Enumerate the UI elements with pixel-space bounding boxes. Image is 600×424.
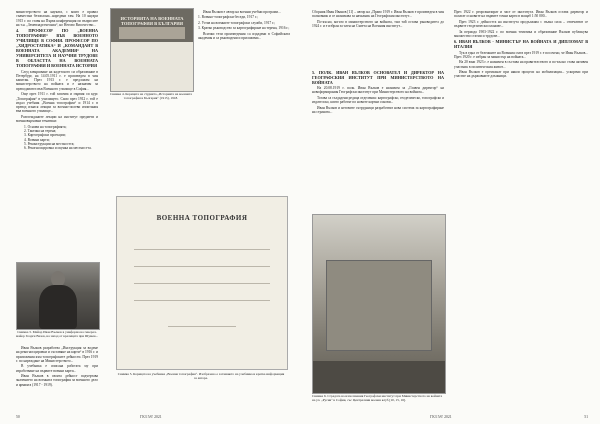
paragraph: На 20 юни 1923 г. е назначен в състава на правителството и по-късно става активен участник в политическия живот...: [454, 60, 588, 69]
paragraph: Иван Вълков в своята дейност подчертава значението на военната топография за военното дело и армията (1917 - 1919).: [16, 374, 98, 387]
list-item: • 1. Основи на топографията;: [24, 125, 98, 129]
section-5-heading: 5. ПОЛК. ИВАН ВЪЛКОВ ОСНОВАТЕЛ И ДИРЕКТОР НА ГЕОГРАФСКИЯ ИНСТИТУТ ПРИ МИНИСТЕРСТВОТО НА ВОЙНАТА: [312, 70, 444, 85]
left-column-1: [16, 10, 98, 258]
paragraph: През 1923 г. дейността на института продължава с пълна сила – отпечатват се първите геодезически планове...: [454, 19, 588, 29]
paragraph: Сборник Иван Иванов [11] – автор на „Право 1919 г. Иван Вълков е произведен в чин полковник и се назначава за началник на Географския институт...: [312, 10, 444, 19]
section-6-heading: 6. ИВАН ВЪЛКОВ - МИНИСТЪР НА ВОЙНАТА И ДИПЛОМАТ В ИТАЛИЯ: [454, 39, 588, 50]
cover-illustration: [119, 27, 185, 38]
right-column-1-top: [312, 10, 444, 68]
journal-footer-right: ГКЗ 5/6' 2021: [430, 415, 452, 419]
fig4-caption: Снимка 4. Корицата на студията „Историята на военната топография в България“ (1915), 1918.: [110, 92, 192, 100]
topics-list: [16, 125, 98, 151]
paragraph: Тогава са създадени редица отделения: картографско, геодезическо, топографско и издателско, които работят по новите картни основи...: [312, 95, 444, 105]
list-item: • 2. Тактика на терена;: [24, 129, 98, 133]
right-column-1: [312, 70, 444, 210]
journal-footer-left: ГКЗ 5/6' 2021: [140, 415, 162, 419]
paragraph: Всички тези произведения са издадени в Софийската академия и са ръководени и приложени...: [198, 31, 290, 41]
section-4-heading: 4. ПРОФЕСОР ПО „ВОЕННА ТОПОГРАФИЯ“ ВЪВ ВОЕННОТО УЧИЛИЩЕ В СОФИЯ. ПРОФЕСОР ПО „ХИДРОСТАТИКА“ И „КОМАНДАНТ В ВОЕННАТА АКАДЕМИЯ“ НА УНИВЕРСИТЕТА И НАУЧНИ ТРУДОВЕ В ОБЛАСТТА НА ВОЕННАТА ТОПОГРАФИЯ И ВОЕННАТА ИСТОРИЯ: [16, 28, 98, 69]
page-number-right: 51: [584, 415, 588, 419]
left-column-1b: [16, 346, 98, 412]
page-number-left: 50: [16, 415, 20, 419]
portrait-body: [39, 285, 77, 329]
text-line: [134, 283, 270, 284]
list-item: 3. Кратко ръководство за картографиране на терена, 1916 г.;: [198, 26, 290, 31]
list-item: • 3. Картографски проекции;: [24, 133, 98, 137]
paragraph: За периода 1903-1922 г. по военна тематика и образование Вълков публикува множество статии и трудове...: [454, 29, 588, 38]
paragraph: Иван Вълков и неговите сътрудници разработват нова система за картографиране на страната...: [312, 105, 444, 115]
text-line: [168, 326, 236, 327]
text-line: [134, 300, 270, 301]
paragraph: Тук в една от бележките на Военния съюз през 1919 г. е посочено, че Иван Вълков... През 1920 г. е избран за министър на войната...: [454, 50, 588, 59]
paragraph: През 1922 г. реорганизират и част от института. Иван Вълков остава директор и полагат основите на първите точни карти в мащаб 1:50 000...: [454, 10, 588, 19]
fig5-caption: Снимка 5. Корицата на учебника „Военна топография“. Изобразено е заглавието на учебника и кратка информация за автора.: [117, 372, 285, 380]
list-item: 2. Устав на военните топографски служби, 1917 г.;: [198, 20, 276, 25]
text-line: [134, 266, 270, 267]
paragraph: Иван Вълков е автор на военни учебни програми...: [203, 10, 281, 14]
fig6-caption: Снимка 6. Сградата на използвания Географски институт при Министерството на войната на ул. „Русия“ в София, със Централния военен клуб [10, 15, 16].: [312, 394, 443, 402]
list-item: • 4. Военни карти;: [24, 138, 98, 142]
paragraph: По-късно, когато в министерството на войната, там той остава ръководител до 1924 г. и е избран за член на Съвета на Военния институт...: [312, 19, 444, 29]
building-facade: [326, 260, 432, 351]
paragraph: След завършване на кадетското си образование в Петербург, на 14.05.1911 г. е произведен в чин капитан. През 1913 г. е предложен на министерството на войната и е назначен за преподавател във Военното училище в София...: [16, 69, 98, 91]
textbook-cover-image: [116, 196, 288, 370]
book-cover-image: [110, 8, 194, 92]
intro-paragraph: министерството на науката, с която е правил съвместни безопасни...наредени там. На 10 януари 1915 г. по ставя на Първа конференция по въпросите на т.н. „Земевладелческия“, но Негово Височество...: [16, 10, 98, 27]
paragraph: Иван Вълков е премахнат при някои процеси на мобилизация... ускорени при участие на държавните длъжници.: [454, 70, 588, 79]
fig3-caption: Снимка 3. Майор Иван Вълков в униформа на генерал-майор Георги Вазов, на запад от кралицата при Шумен...: [16, 330, 98, 338]
list-intro: Разглежданите лекции на институт предмети и военновърховни тематики:: [16, 114, 98, 124]
right-column-2: [454, 10, 588, 410]
paragraph: Иван Вълков разработва „Инструкция за водене на рекогносцировки и съставяне на карти“ в 1916 г. и приложения към топографските дейности. През 1919 г. по нареждане на Министерството...: [16, 346, 98, 363]
list-item: 1. Военно-топографски беседи, 1917 г.;: [198, 15, 258, 20]
text-line: [134, 249, 270, 250]
textbook-title: ВОЕННА ТОПОГРАФИЯ: [156, 214, 248, 223]
portrait-photo: [16, 262, 100, 330]
list-item: • 5. Реконструкции на местността;: [24, 142, 98, 146]
building-photo: [312, 214, 446, 394]
cover-title: ИСТОРИЯТА НА ВОЕННАТА ТОПОГРАФИЯ В БЪЛГАРИЯ: [120, 15, 184, 26]
paragraph: На 20.08.1919 г. полк. Иван Вълков е назначен за „Главен директор“ на новоформирания Географски институт при Министерството на войната...: [312, 86, 444, 95]
left-column-3: [198, 10, 290, 186]
list-item: • 6. Рекогносцировка и оценка на местността.: [24, 146, 98, 150]
paragraph: В учебника е описана работата му при изработване на първите военни карти...: [16, 364, 98, 373]
street: [313, 361, 445, 393]
right-page: [300, 0, 600, 424]
paragraph: Още през 1911 г. той започва и първия си курс „Топография“ в училището. Само през 1912 г. той е издал учебник „Военна топография“ и 1914 г. в превод изнася лекции за военно-полеви изпитания във военното училище...: [16, 92, 98, 114]
